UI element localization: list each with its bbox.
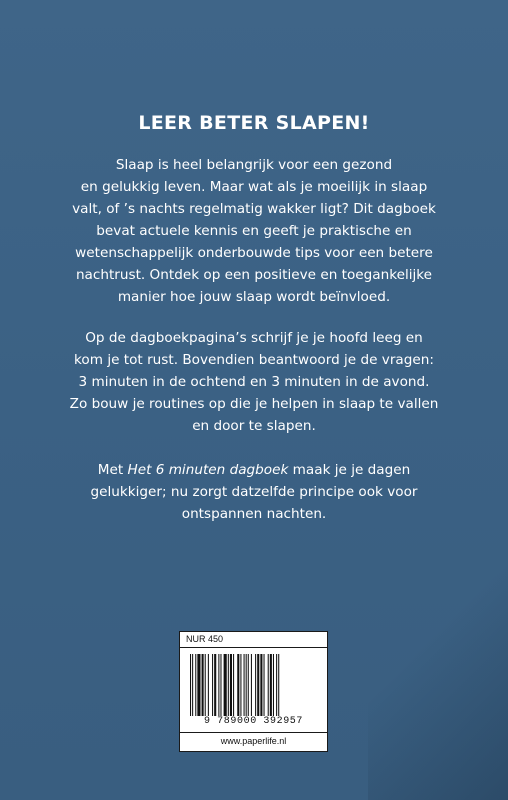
text-line: bevat actuele kennis en geeft je praktische en bbox=[96, 223, 412, 239]
nur-code: NUR 450 bbox=[186, 634, 224, 644]
barcode-bar bbox=[190, 654, 191, 716]
barcode-bar bbox=[233, 654, 234, 716]
barcode-bar bbox=[192, 654, 193, 716]
barcode-bar bbox=[195, 654, 196, 716]
text-line: nachtrust. Ontdek op een positieve en toegankelijke bbox=[75, 267, 433, 283]
text-segment: Met bbox=[97, 462, 128, 478]
text-line: ontspannen nachten. bbox=[181, 506, 327, 522]
text-line: wetenschappelijk onderbouwde tips voor een betere bbox=[75, 245, 433, 261]
description-paragraph-3 bbox=[54, 459, 454, 525]
barcode-bar bbox=[260, 654, 262, 716]
isbn-number: 9 789000 392957 bbox=[203, 716, 303, 727]
text-line: manier hoe jouw slaap wordt beïnvloed. bbox=[117, 289, 391, 305]
barcode-icon bbox=[190, 654, 317, 716]
text-line: Zo bouw je routines op die je helpen in slaap te vallen bbox=[69, 396, 439, 412]
barcode-bar bbox=[220, 654, 221, 716]
barcode-bar bbox=[224, 654, 227, 716]
barcode-bar bbox=[205, 654, 206, 716]
barcode-bar bbox=[218, 654, 219, 716]
barcode-bar bbox=[246, 654, 247, 716]
barcode-bar bbox=[273, 654, 274, 716]
corner-shade bbox=[368, 540, 508, 800]
barcode-bar bbox=[228, 654, 229, 716]
barcode-bar bbox=[251, 654, 252, 716]
barcode-bar bbox=[208, 654, 209, 716]
barcode-bar bbox=[257, 654, 259, 716]
barcode-bar bbox=[276, 654, 277, 716]
barcode-bar bbox=[255, 654, 256, 716]
text-line: Op de dagboekpagina’s schrijf je je hoofd leeg en bbox=[85, 330, 423, 346]
barcode-bar bbox=[197, 654, 200, 716]
description-paragraph-2 bbox=[54, 327, 454, 437]
barcode-bar bbox=[270, 654, 272, 716]
barcode-bar bbox=[268, 654, 269, 716]
barcode-bar bbox=[230, 654, 232, 716]
text-line: valt, of ’s nachts regelmatig wakker ligt? Dit dagboek bbox=[72, 201, 436, 217]
text-line: gelukkiger; nu zorgt datzelfde principe ook voor bbox=[90, 484, 418, 500]
barcode-bar bbox=[244, 654, 245, 716]
barcode-bar bbox=[248, 654, 249, 716]
barcode-bar bbox=[202, 654, 204, 716]
divider bbox=[180, 732, 327, 733]
text-line bbox=[54, 459, 454, 481]
barcode-bar bbox=[278, 654, 279, 716]
description-paragraph-1 bbox=[54, 154, 454, 308]
text-line: en door te slapen. bbox=[192, 418, 316, 434]
text-line: 3 minuten in de ochtend en 3 minuten in de avond. bbox=[78, 374, 430, 390]
barcode-bar bbox=[237, 654, 239, 716]
barcode-bar bbox=[240, 654, 241, 716]
text-line: kom je tot rust. Bovendien beantwoord je de vragen: bbox=[74, 352, 434, 368]
book-title-reference: Het 6 minuten dagboek bbox=[127, 462, 289, 478]
text-segment: maak je je dagen bbox=[288, 462, 411, 478]
barcode-label bbox=[179, 631, 328, 752]
text-line: Slaap is heel belangrijk voor een gezond bbox=[115, 157, 393, 173]
barcode-bar bbox=[214, 654, 216, 716]
text-line: en gelukkig leven. Maar wat als je moeilijk in slaap bbox=[80, 179, 428, 195]
barcode-bar bbox=[264, 654, 265, 716]
publisher-url: www.paperlife.nl bbox=[220, 736, 287, 746]
divider bbox=[180, 647, 327, 648]
cover-title: LEER BETER SLAPEN! bbox=[138, 112, 370, 134]
barcode-bar bbox=[212, 654, 213, 716]
